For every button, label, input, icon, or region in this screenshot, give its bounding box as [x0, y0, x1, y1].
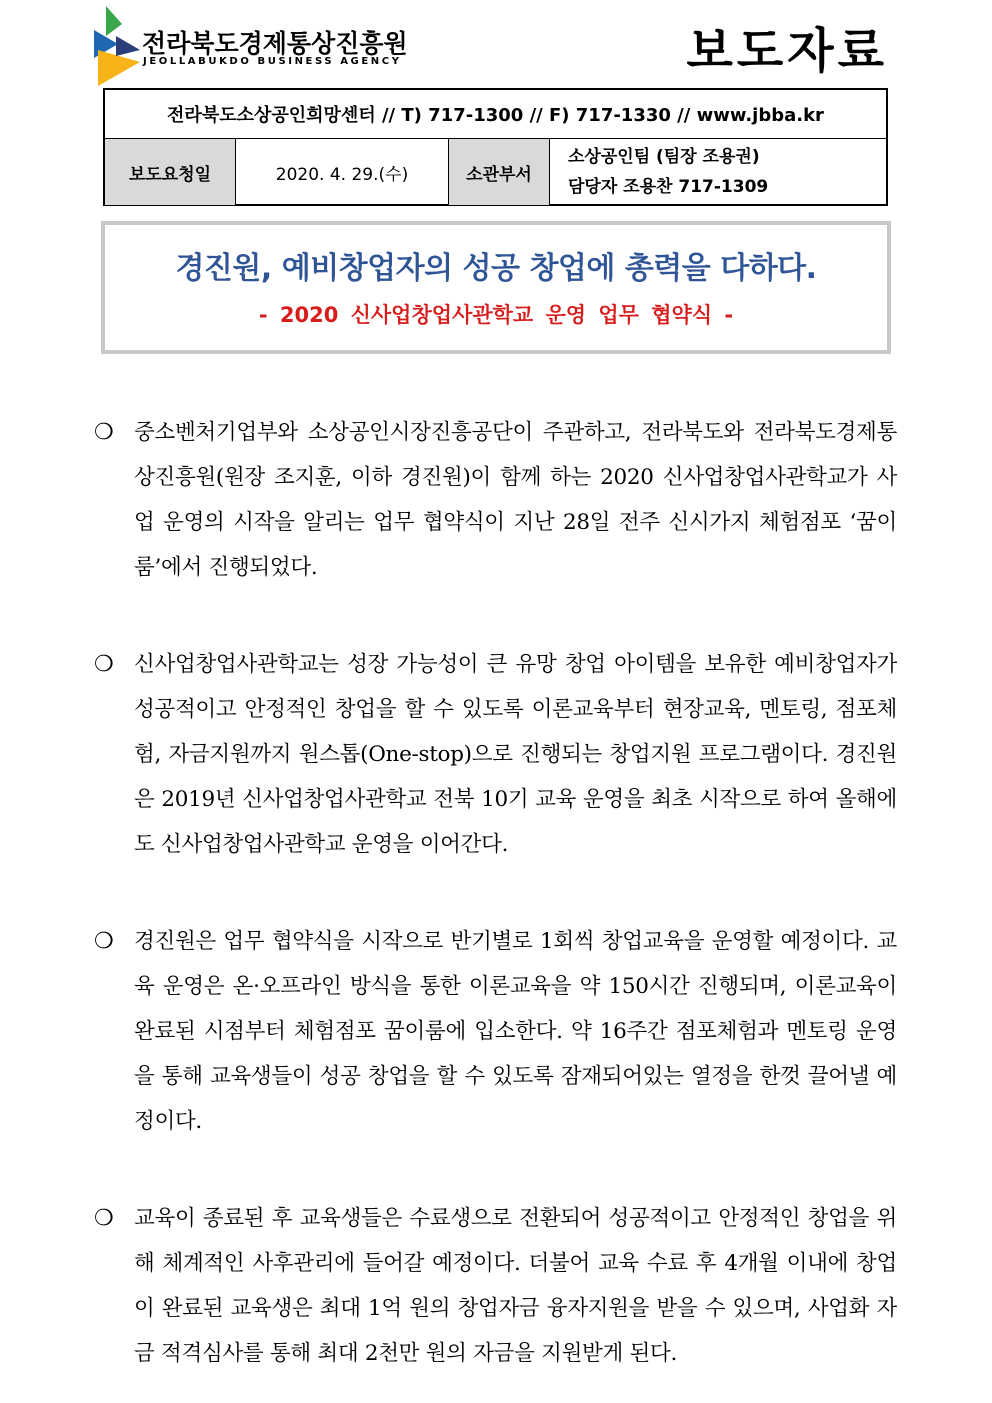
paragraph — [94, 410, 897, 590]
subheadline: - 2020 신사업창업사관학교 운영 업무 협약식 - — [258, 303, 734, 327]
agency-logo-icon — [94, 6, 140, 86]
department-contact: 담당자 조용찬 717-1309 — [568, 177, 769, 197]
headline: 경진원, 예비창업자의 성공 창업에 총력을 다하다. — [175, 251, 817, 286]
document-header — [0, 0, 992, 88]
headline-box — [101, 221, 891, 354]
request-date-value: 2020. 4. 29.(수) — [236, 139, 449, 205]
info-row — [105, 139, 886, 205]
paragraph — [94, 1196, 897, 1376]
department-label: 소관부서 — [449, 139, 550, 205]
paragraph-text: 교육이 종료된 후 교육생들은 수료생으로 전환되어 성공적이고 안정적인 창업을 위해 체계적인 사후관리에 들어갈 예정이다. 더불어 교육 수료 후 4개월 이내에 창업이 완료된 교육생은 최대 1억 원의 창업자금 융자지원을 받을 수 있으며, 사업화 자금 적격심사를 통해 최대 2천만 원의 자금을 지원받게 된다. — [134, 1206, 897, 1366]
agency-name: 전라북도경제통상진흥원 — [142, 29, 408, 58]
paragraph — [94, 642, 897, 867]
paragraph-text: 신사업창업사관학교는 성장 가능성이 큰 유망 창업 아이템을 보유한 예비창업자가 성공적이고 안정적인 창업을 할 수 있도록 이론교육부터 현장교육, 멘토링, 점포체험, 자금지원까지 원스톱(One-stop)으로 진행되는 창업지원 프로그램이다. 경진원은 2019년 신사업창업사관학교 전북 10기 교육 운영을 최초 시작으로 하여 올해에도 신사업창업사관학교 운영을 이어간다. — [134, 652, 897, 857]
paragraph-text: 경진원은 업무 협약식을 시작으로 반기별로 1회씩 창업교육을 운영할 예정이다. 교육 운영은 온·오프라인 방식을 통한 이론교육을 약 150시간 진행되며, 이론교육이 완료된 시점부터 체험점포 꿈이룸에 입소한다. 약 16주간 점포체험과 멘토링 운영을 통해 교육생들이 성공 창업을 할 수 있도록 잠재되어있는 열정을 한껏 끌어낼 예정이다. — [134, 929, 897, 1134]
department-value — [550, 139, 886, 205]
paragraph — [94, 919, 897, 1144]
paragraph-text: 중소벤처기업부와 소상공인시장진흥공단이 주관하고, 전라북도와 전라북도경제통상진흥원(원장 조지훈, 이하 경진원)이 함께 하는 2020 신사업창업사관학교가 사업 운영의 시작을 알리는 업무 협약식이 지난 28일 전주 신시가지 체험점포 ‘꿈이룸’에서 진행되었다. — [134, 420, 897, 580]
agency-name-english: JEOLLABUKDO BUSINESS AGENCY — [143, 56, 402, 67]
bullet-circle-icon: ❍ — [94, 1206, 114, 1231]
press-release-label: 보도자료 — [686, 23, 888, 79]
bullet-circle-icon: ❍ — [94, 420, 114, 445]
contact-line: 전라북도소상공인희망센터 // T) 717-1300 // F) 717-1330 // www.jbba.kr — [105, 90, 886, 139]
article-body — [94, 410, 897, 1376]
press-info-table — [103, 88, 888, 206]
department-team: 소상공인팀 (팀장 조용권) — [568, 147, 760, 167]
bullet-circle-icon: ❍ — [94, 652, 114, 677]
bullet-circle-icon: ❍ — [94, 929, 114, 954]
request-date-label: 보도요청일 — [105, 139, 236, 205]
